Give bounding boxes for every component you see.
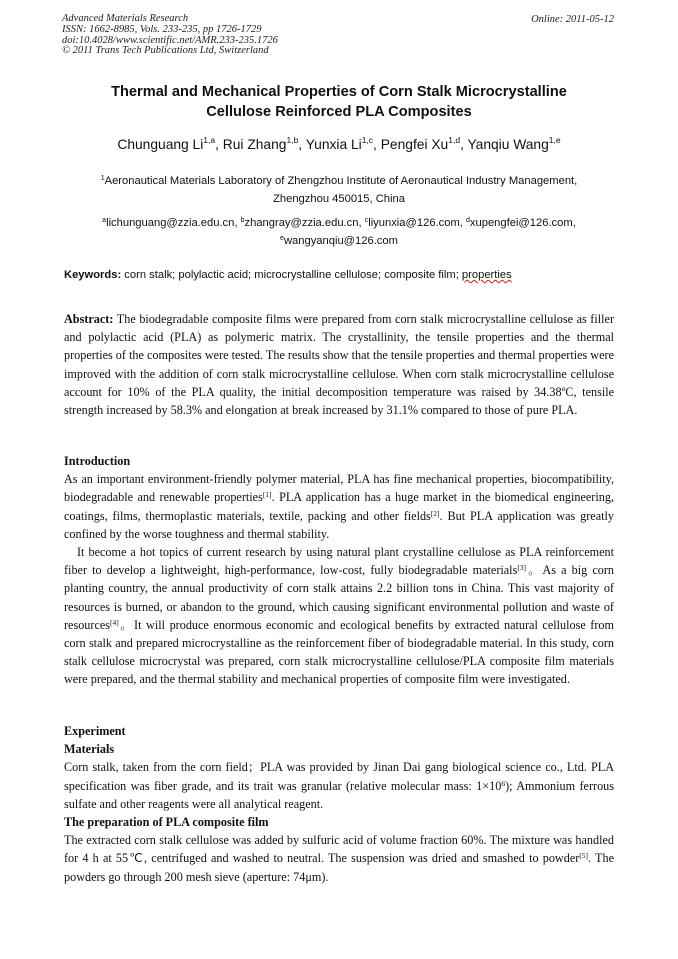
author <box>306 137 381 152</box>
journal-header <box>62 14 278 57</box>
affiliation <box>62 172 616 208</box>
exponent: 6 <box>501 778 506 788</box>
keywords-last: properties <box>461 269 512 281</box>
abstract-label: Abstract: <box>64 312 114 326</box>
experiment-heading: Experiment <box>64 724 126 738</box>
author-sup: 1,c <box>361 135 374 145</box>
citation: [4] <box>110 617 119 627</box>
abstract <box>64 310 614 419</box>
author-sup: 1,e <box>548 135 561 145</box>
author-sup: 1,a <box>203 135 216 145</box>
author-sup: 1,b <box>286 135 299 145</box>
citation: [5] <box>579 851 589 861</box>
copyright-line: © 2011 Trans Tech Publications Ltd, Switzerland <box>62 45 269 57</box>
online-date: Online: 2011-05-12 <box>531 14 614 25</box>
author-list <box>62 137 616 152</box>
author <box>467 137 560 152</box>
author-sep: , <box>298 137 306 152</box>
email-list <box>62 214 616 250</box>
author-sep: , <box>373 137 381 152</box>
author <box>223 137 306 152</box>
materials-heading: Materials <box>64 742 115 757</box>
author <box>381 137 468 152</box>
title-line-2: Cellulose Reinforced PLA Composites <box>206 104 472 120</box>
email-entry: $^d$xupengfei@126.com, <box>466 217 576 229</box>
journal-name: Advanced Materials Research <box>62 13 189 24</box>
affiliation-line-2: Zhengzhou 450015, China <box>273 193 405 205</box>
author-name: Yunxia Li <box>305 137 362 152</box>
introduction-heading: Introduction <box>64 454 131 468</box>
citation: [3] <box>517 563 527 573</box>
author-sup: 1,d <box>448 135 461 145</box>
keywords-label: Keywords: <box>64 269 122 281</box>
intro-paragraph-1: As an important environment-friendly polymer material, PLA has fine mechanical properties, biocompatibility, biodegradable and renewable properties[1]. PLA application has a huge market in the biomedical engineering, coatings, films, thermoplastic materials, textile, packing and other fields[2]. But PLA application was greatly confined by the worse toughness and thermal stability. <box>64 472 614 541</box>
abstract-text: The biodegradable composite films were prepared from corn stalk microcrystalline cellulose as filler and polylactic acid (PLA) as polymeric matrix. The crystallinity, the tensile properties and the thermal properties of the composites were tested. The results show that the tensile properties and thermal properties were improved with the addition of corn stalk microcrystalline cellulose. When corn stalk microcrystalline cellulose account for 10% of the PLA quality, the initial decomposition temperature was raised by 34.38ºC, tensile strength increased by 58.3% and elongation at break increased by 31.1% compared to those of pure PLA. <box>64 312 614 418</box>
email-entry: $^c$liyunxia@126.com, <box>364 217 466 229</box>
email-entry: $^b$zhangray@zzia.edu.cn, <box>240 217 365 229</box>
affiliation-sup: 1 <box>100 175 105 182</box>
experiment-section <box>64 722 614 886</box>
introduction-section <box>64 452 614 689</box>
title-line-1: Thermal and Mechanical Properties of Corn Stalk Microcrystalline <box>111 84 567 100</box>
author-sep: , <box>215 137 223 152</box>
materials-paragraph: Corn stalk, taken from the corn field；PLA was provided by Jinan Dai gang biological science co., Ltd. PLA specification was fiber grade, and its trait was granular (relative molecular mass: $1\times 10^6$); Ammonium ferrous sulfate and other reagents were all analytical reagent. <box>64 760 614 811</box>
email-entry: $^e$wangyanqiu@126.com <box>280 235 398 247</box>
affiliation-line-1: Aeronautical Materials Laboratory of Zhengzhou Institute of Aeronautical Industry Management, <box>104 175 578 187</box>
email-entry: $^a$lichunguang@zzia.edu.cn, <box>102 217 241 229</box>
author-name: Rui Zhang <box>222 137 287 152</box>
author-name: Pengfei Xu <box>380 137 449 152</box>
author <box>117 137 222 152</box>
keywords-text: corn stalk; polylactic acid; microcrystalline cellulose; composite film; <box>121 269 462 281</box>
paper-title <box>62 82 616 122</box>
preparation-paragraph: The extracted corn stalk cellulose was added by sulfuric acid of volume fraction 60%. The mixture was handled for 4 h at 55℃, centrifuged and washed to neutral. The suspension was dried and smashed to powder[5]. The powders go through 200 mesh sieve (aperture: 74μm). <box>64 833 615 884</box>
intro-paragraph-2: It become a hot topics of current research by using natural plant crystalline cellulose as PLA reinforcement fiber to develop a lightweight, high-performance, low-cost, fully biodegradable materials[3]。As a big corn planting country, the annual productivity of corn stalk attains 2.2 billion tons in China. This vast majority of resources is burned, or abandon to the ground, which causing significant environmental pollution and waste of resources[4]。It will produce enormous economic and ecological benefits by extracted natural cellulose from corn stalk and prepared microcrystalline as the reinforcement fiber of biodegradable material. In this study, corn stalk cellulose microcrystal was prepared, corn stalk microcrystalline cellulose/PLA composite film materials were prepared, and the thermal stability and mechanical properties of composite film were investigated. <box>64 545 614 687</box>
author-name: Chunguang Li <box>117 137 204 152</box>
citation: [2] <box>430 508 440 518</box>
keywords <box>64 269 616 281</box>
author-sep: , <box>460 137 468 152</box>
preparation-heading: The preparation of PLA composite film <box>64 815 269 830</box>
doi-line: doi:10.4028/www.scientific.net/AMR.233-235.1726 <box>62 34 278 46</box>
author-name: Yanqiu Wang <box>467 137 549 152</box>
citation: [1] <box>262 490 272 500</box>
issn-line: ISSN: 1662-8985, Vols. 233-235, pp 1726-1729 <box>62 23 262 35</box>
